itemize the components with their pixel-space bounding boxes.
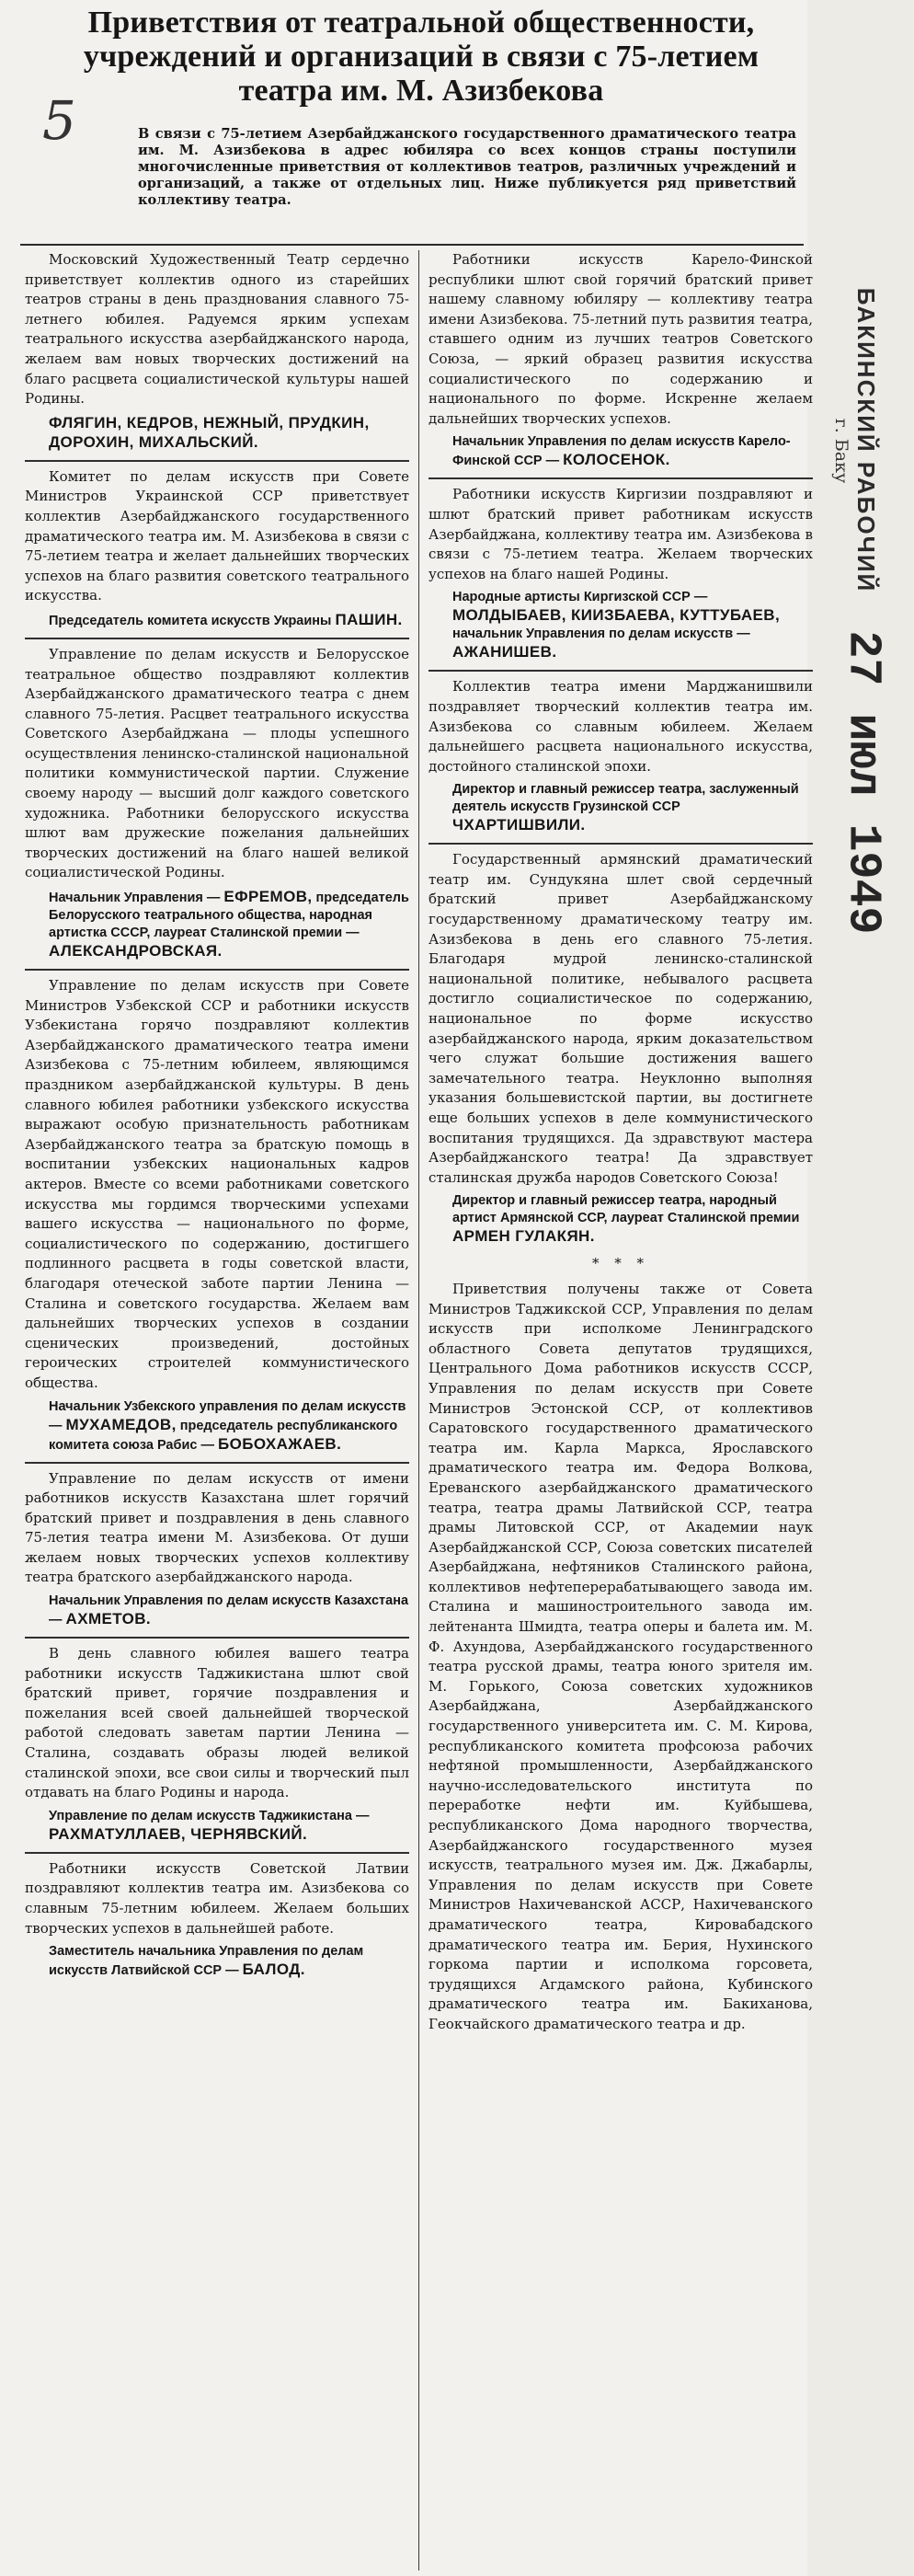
left-column	[25, 250, 409, 1987]
handwritten-mark: 5	[42, 89, 76, 152]
greeting-signature: Председатель комитета искусств Украины ПАШИН.	[49, 610, 403, 628]
greeting-signature: Начальник Узбекского управления по делам искусств — МУХАМЕДОВ, председатель республиканского комитета союза Рабис — БОБОХАЖАЕВ.	[49, 1398, 406, 1453]
intro-paragraph: В связи с 75-летием Азербайджанского государственного драматического театра им. М. Азизбекова в адрес юбиляра со всех концов страны поступили многочисленные приветствия от коллективов театров, различных учреждений и организаций, а также от отдельных лиц. Ниже публикуется ряд приветствий коллективу театра.	[138, 126, 796, 208]
section-divider	[25, 1462, 409, 1464]
greeting-signature: Заместитель начальника Управления по делам искусств Латвийской ССР — БАЛОД.	[49, 1944, 364, 1979]
section-divider	[428, 670, 813, 672]
section-divider	[25, 969, 409, 971]
greeting-paragraph: Работники искусств Карело-Финской республики шлют свой горячий братский привет нашему славному юбиляру — коллективу театра имени Азизбекова. 75-летний путь развития театра, ставшего одним из лучших театров Советского Союза, — яркий образец развития искусства социалистического по содержанию и национального по форме. Искренне желаем дальнейших творческих успехов.	[428, 251, 813, 427]
right-column	[428, 250, 813, 2035]
date-stamp: 27 июл 1949	[836, 629, 889, 935]
section-divider	[428, 843, 813, 845]
greeting-signature: Начальник Управления — ЕФРЕМОВ, председатель Белорусского театрального общества, народная артистка СССР, лауреат Сталинской премии — АЛЕКСАНДРОВСКАЯ.	[49, 888, 409, 960]
greeting-signature: Директор и главный режиссер театра, заслуженный деятель искусств Грузинской ССР ЧХАРТИШВИЛИ.	[452, 782, 799, 834]
greeting-paragraph: Государственный армянский драматический театр им. Сундукяна шлет свой сердечный братский привет Азербайджанскому государственному драматическому театру им. Азизбекова в день его славного 75-летия. Благодаря мудрой ленинско-сталинской национальной политике, небывалого расцвета достигло социалистическое по содержанию, национальное по форме искусство азербайджанского народа, ярким доказательством чего служат большие достижения вашего замечательного театра. Неуклонно выполняя указания большевистской партии, вы достигнете еще больших успехов в деле коммунистического воспитания трудящихся. Да здравствуют мастера Азербайджанского театра! Да здравствует сталинская дружба народов Советского Союза!	[428, 851, 813, 1186]
summary-paragraph: Приветствия получены также от Совета Министров Таджикской ССР, Управления по делам искусств при исполкоме Ленинградского областного Совета депутатов трудящихся, Центрального Дома работников искусств СССР, Управления по делам искусств при Совете Министров Эстонской ССР, от коллективов Саратовского государственного драматического театра им. Карла Маркса, Ярославского драматического театра им. Федора Волкова, Ереванского азербайджанского драматического театра, театра драмы Латвийской ССР, театра драмы Литовской ССР, от Академии наук Азербайджанской ССР, Союза советских писателей Азербайджана, нефтяников Сталинского района, коллективов нефтеперерабатывающего завода им. Сталина и машиностроительного завода им. лейтенанта Шмидта, театра оперы и балета им. М. Ф. Ахундова, Азербайджанского государственного театра русской драмы, театра юного зрителя им. М. Горького, Союза советских художников Азербайджана, Азербайджанского государственного университета им. С. М. Кирова, республиканского комитета профсоюза рабочих нефтяной промышленности, Азербайджанского научно-исследовательского института по переработке нефти им. Куйбышева, республиканского Дома народного творчества, Азербайджанского государственного музея искусств, театрального музея им. Дж. Джабарлы, Управления по делам искусств при Совете Министров Нахичеванской АССР, Нахичеванского драматического театра, Кировабадского драматического театра им. Берия, Нухинского горкома партии и исполкома горсовета, трудящихся Агдамского района, Кубинского драматического театра им. Бакиханова, Геокчайского драматического театра и др.	[428, 1280, 813, 2032]
greeting-paragraph: Управление по делам искусств при Совете Министров Узбекской ССР и работники искусств Узбекистана горячо поздравляют коллектив Азербайджанского драматического театра имени Азизбекова с 75-летним юбилеем, являющимся праздником азербайджанской культуры. В день славного юбилея работники узбекского искусства выражают особую признательность работникам Азербайджанского театра за братскую помощь в воспитании узбекских национальных кадров актеров. Вместе со всеми работниками советского искусства мы гордимся творческими успехами вашего искусства — национального по форме, социалистического по содержанию, достигшего подлинного расцвета в годы советской власти, благодаря отеческой заботе партии Ленина — Сталина и советского государства. Желаем вам дальнейших творческих успехов в создании сценических произведений, достойных героических строителей коммунистического общества.	[25, 977, 409, 1391]
masthead-stamp: БАКИНСКИЙ РАБОЧИЙ	[852, 287, 881, 592]
greeting-paragraph: Управление по делам искусств от имени работников искусств Казахстана шлет горячий братский привет и поздравления в день славного 75-летия театра имени М. Азизбекова. От души желаем новых творческих успехов коллективу театра братского азербайджанского народа.	[25, 1469, 409, 1586]
greeting-signature: ФЛЯГИН, КЕДРОВ, НЕЖНЫЙ, ПРУДКИН, ДОРОХИН, МИХАЛЬСКИЙ.	[49, 413, 370, 451]
section-divider	[25, 460, 409, 462]
page-headline: Приветствия от театральной общественности, учреждений и организаций в связи с 75-летием театра им. М. Азизбекова	[83, 6, 760, 108]
greeting-signature: Народные артисты Киргизской ССР — МОЛДЫБАЕВ, КИИЗБАЕВА, КУТТУБАЕВ, начальник Управления по делам искусств — АЖАНИШЕВ.	[452, 590, 781, 661]
greeting-paragraph: Коллектив театра имени Марджанишвили поздравляет творческий коллектив театра им. Азизбекова со славным юбилеем. Желаем дальнейшего расцвета национального искусства, достойного сталинской эпохи.	[428, 678, 813, 775]
section-divider	[428, 477, 813, 479]
column-divider	[418, 250, 419, 2570]
greeting-signature: Начальник Управления по делам искусств Казахстана — АХМЕТОВ.	[49, 1593, 409, 1628]
section-divider	[25, 638, 409, 639]
section-divider	[25, 1637, 409, 1639]
greeting-signature: Директор и главный режиссер театра, народный артист Армянской ССР, лауреат Сталинской премии АРМЕН ГУЛАКЯН.	[452, 1193, 800, 1246]
greeting-signature: Управление по делам искусств Таджикистана — РАХМАТУЛЛАЕВ, ЧЕРНЯВСКИЙ.	[49, 1808, 370, 1843]
greeting-paragraph: Работники искусств Киргизии поздравляют и шлют братский привет работникам искусств Азербайджана, коллективу театра им. Азизбекова в связи с 75-летием театра. Желаем творческих успехов на благо нашей Родины.	[428, 486, 813, 582]
city-stamp: г. Баку	[831, 418, 852, 484]
header-divider	[20, 244, 804, 246]
greeting-paragraph: Работники искусств Советской Латвии поздравляют коллектив театра им. Азизбекова со славным 75-летним юбилеем. Желаем больших творческих успехов в дальнейшей работе.	[25, 1859, 409, 1937]
section-stars: * * *	[591, 1255, 650, 1272]
greeting-paragraph: Комитет по делам искусств при Совете Министров Украинской ССР приветствует коллектив Азербайджанского государственного драматического театра им. М. Азизбекова в связи с 75-летием театра и желает дальнейших творческих успехов на благо развития советского театрального искусства.	[25, 467, 409, 604]
greeting-paragraph: Управление по делам искусств и Белорусское театральное общество поздравляют коллектив Азербайджанского драматического театра с днем славного 75-летия. Расцвет театрального искусства Советского Азербайджана — плоды успешного осуществления ленинско-сталинской национальной политики коммунистической партии. Служение своему народу — высший долг каждого советского художника. Работники белорусского искусства шлют вам дружеские пожелания дальнейших творческих достижений на благо нашей великой социалистической Родины.	[25, 645, 409, 881]
greeting-signature: Начальник Управления по делам искусств Карело-Финской ССР — КОЛОСЕНОК.	[452, 434, 791, 469]
greeting-paragraph: В день славного юбилея вашего театра работники искусств Таджикистана шлют свой братский привет, горячие поздравления и пожелания всей своей дальнейшей творческой работой следовать заветам партии Ленина — Сталина, создавать образы людей великой сталинской эпохи, все свои силы и творческий пыл отдавать на благо Родины и народа.	[25, 1645, 409, 1801]
greeting-paragraph: Московский Художественный Театр сердечно приветствует коллектив одного из старейших театров страны в день празднования славного 75-летнего юбилея. Радуемся ярким успехам театрального искусства азербайджанского народа, желаем вам новых творческих достижений на благо расцвета социалистической культуры нашей Родины.	[25, 251, 409, 408]
section-divider	[25, 1852, 409, 1854]
